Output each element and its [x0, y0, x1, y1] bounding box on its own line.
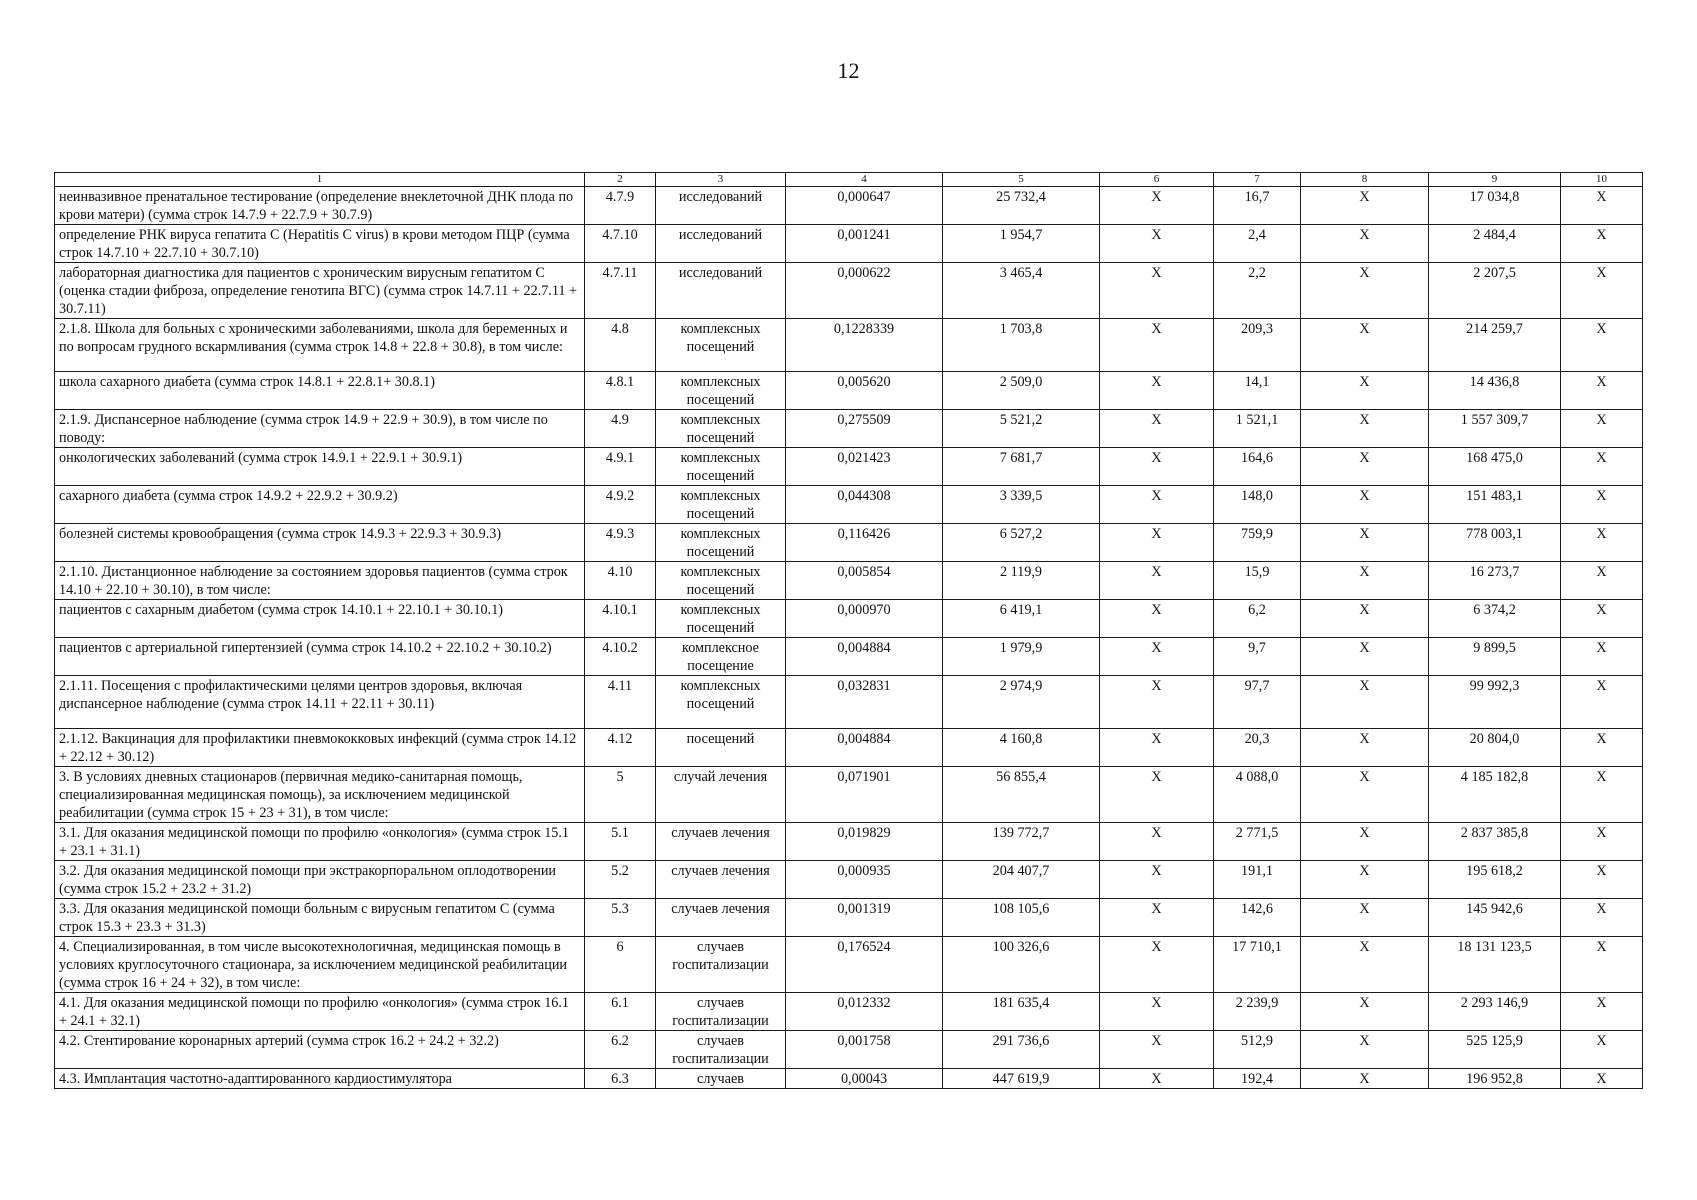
- row-col9-cell: 2 293 146,9: [1429, 993, 1561, 1031]
- row-code-cell: 5.2: [585, 861, 656, 899]
- row-col8-cell: Х: [1301, 823, 1429, 861]
- row-unit-cell: комплексных посещений: [656, 600, 786, 638]
- row-cost-cell: 2 509,0: [943, 372, 1100, 410]
- row-cost-cell: 4 160,8: [943, 729, 1100, 767]
- row-code-cell: 5.3: [585, 899, 656, 937]
- column-number: 6: [1100, 173, 1214, 187]
- row-col6-cell: Х: [1100, 524, 1214, 562]
- row-name-cell: 4.1. Для оказания медицинской помощи по профилю «онкология» (сумма строк 16.1 + 24.1 + 32.1): [55, 993, 585, 1031]
- row-col8-cell: Х: [1301, 600, 1429, 638]
- row-unit-cell: исследований: [656, 187, 786, 225]
- row-cost-cell: 447 619,9: [943, 1069, 1100, 1089]
- row-code-cell: 6.3: [585, 1069, 656, 1089]
- row-col7-cell: 4 088,0: [1214, 767, 1301, 823]
- row-norm-cell: 0,012332: [786, 993, 943, 1031]
- row-unit-cell: комплексных посещений: [656, 524, 786, 562]
- row-unit-cell: случаев лечения: [656, 861, 786, 899]
- row-col10-cell: Х: [1561, 638, 1643, 676]
- row-col7-cell: 14,1: [1214, 372, 1301, 410]
- row-unit-cell: комплексных посещений: [656, 676, 786, 729]
- row-col7-cell: 1 521,1: [1214, 410, 1301, 448]
- row-col9-cell: 18 131 123,5: [1429, 937, 1561, 993]
- row-cost-cell: 2 119,9: [943, 562, 1100, 600]
- row-col8-cell: Х: [1301, 524, 1429, 562]
- row-col6-cell: Х: [1100, 187, 1214, 225]
- row-cost-cell: 181 635,4: [943, 993, 1100, 1031]
- row-cost-cell: 3 465,4: [943, 263, 1100, 319]
- row-col9-cell: 6 374,2: [1429, 600, 1561, 638]
- column-number: 5: [943, 173, 1100, 187]
- row-col10-cell: Х: [1561, 225, 1643, 263]
- row-name-cell: школа сахарного диабета (сумма строк 14.8.1 + 22.8.1+ 30.8.1): [55, 372, 585, 410]
- row-col10-cell: Х: [1561, 410, 1643, 448]
- row-col8-cell: Х: [1301, 993, 1429, 1031]
- row-norm-cell: 0,019829: [786, 823, 943, 861]
- row-col8-cell: Х: [1301, 676, 1429, 729]
- row-col10-cell: Х: [1561, 823, 1643, 861]
- row-col10-cell: Х: [1561, 993, 1643, 1031]
- column-number: 10: [1561, 173, 1643, 187]
- table-row: [55, 937, 1643, 993]
- row-col10-cell: Х: [1561, 263, 1643, 319]
- row-code-cell: 4.9: [585, 410, 656, 448]
- row-col8-cell: Х: [1301, 1069, 1429, 1089]
- row-col6-cell: Х: [1100, 638, 1214, 676]
- row-norm-cell: 0,001319: [786, 899, 943, 937]
- row-col7-cell: 2,2: [1214, 263, 1301, 319]
- row-col7-cell: 97,7: [1214, 676, 1301, 729]
- table-row: [55, 676, 1643, 729]
- table-body: [55, 187, 1643, 1089]
- row-col7-cell: 2,4: [1214, 225, 1301, 263]
- row-code-cell: 4.7.10: [585, 225, 656, 263]
- row-unit-cell: случаев лечения: [656, 899, 786, 937]
- row-col7-cell: 759,9: [1214, 524, 1301, 562]
- row-col7-cell: 209,3: [1214, 319, 1301, 372]
- row-unit-cell: исследований: [656, 225, 786, 263]
- row-col9-cell: 2 484,4: [1429, 225, 1561, 263]
- row-col6-cell: Х: [1100, 823, 1214, 861]
- row-name-cell: онкологических заболеваний (сумма строк 14.9.1 + 22.9.1 + 30.9.1): [55, 448, 585, 486]
- row-cost-cell: 108 105,6: [943, 899, 1100, 937]
- row-col10-cell: Х: [1561, 729, 1643, 767]
- row-col9-cell: 525 125,9: [1429, 1031, 1561, 1069]
- row-code-cell: 6.1: [585, 993, 656, 1031]
- row-col6-cell: Х: [1100, 993, 1214, 1031]
- row-cost-cell: 3 339,5: [943, 486, 1100, 524]
- row-col9-cell: 2 207,5: [1429, 263, 1561, 319]
- row-name-cell: 2.1.8. Школа для больных с хроническими заболеваниями, школа для беременных и по вопросам грудного вскармливания (сумма строк 14.8 + 22.8 + 30.8), в том числе:: [55, 319, 585, 372]
- row-col8-cell: Х: [1301, 767, 1429, 823]
- row-col9-cell: 195 618,2: [1429, 861, 1561, 899]
- row-code-cell: 4.7.11: [585, 263, 656, 319]
- row-col8-cell: Х: [1301, 1031, 1429, 1069]
- row-col6-cell: Х: [1100, 562, 1214, 600]
- row-col7-cell: 148,0: [1214, 486, 1301, 524]
- row-code-cell: 6: [585, 937, 656, 993]
- row-col8-cell: Х: [1301, 225, 1429, 263]
- row-code-cell: 5: [585, 767, 656, 823]
- row-col10-cell: Х: [1561, 448, 1643, 486]
- row-code-cell: 4.12: [585, 729, 656, 767]
- row-col10-cell: Х: [1561, 524, 1643, 562]
- page-number: 12: [837, 58, 860, 83]
- row-col7-cell: 512,9: [1214, 1031, 1301, 1069]
- row-col10-cell: Х: [1561, 486, 1643, 524]
- row-name-cell: 3.3. Для оказания медицинской помощи больным с вирусным гепатитом C (сумма строк 15.3 + 23.3 + 31.3): [55, 899, 585, 937]
- row-norm-cell: 0,004884: [786, 729, 943, 767]
- row-col8-cell: Х: [1301, 937, 1429, 993]
- row-unit-cell: комплексных посещений: [656, 319, 786, 372]
- row-norm-cell: 0,001758: [786, 1031, 943, 1069]
- row-cost-cell: 139 772,7: [943, 823, 1100, 861]
- row-col9-cell: 778 003,1: [1429, 524, 1561, 562]
- row-col6-cell: Х: [1100, 861, 1214, 899]
- row-unit-cell: посещений: [656, 729, 786, 767]
- row-col7-cell: 191,1: [1214, 861, 1301, 899]
- row-norm-cell: 0,005620: [786, 372, 943, 410]
- row-cost-cell: 6 419,1: [943, 600, 1100, 638]
- row-norm-cell: 0,000647: [786, 187, 943, 225]
- row-norm-cell: 0,001241: [786, 225, 943, 263]
- column-number: 7: [1214, 173, 1301, 187]
- row-name-cell: пациентов с артериальной гипертензией (сумма строк 14.10.2 + 22.10.2 + 30.10.2): [55, 638, 585, 676]
- row-code-cell: 4.10.2: [585, 638, 656, 676]
- row-col10-cell: Х: [1561, 861, 1643, 899]
- row-col7-cell: 164,6: [1214, 448, 1301, 486]
- row-name-cell: 3.1. Для оказания медицинской помощи по профилю «онкология» (сумма строк 15.1 + 23.1 + 31.1): [55, 823, 585, 861]
- row-unit-cell: комплексное посещение: [656, 638, 786, 676]
- row-name-cell: 4. Специализированная, в том числе высокотехнологичная, медицинская помощь в условиях круглосуточного стационара, за исключением медицинской реабилитации (сумма строк 16 + 24 + 32), в том числе:: [55, 937, 585, 993]
- row-cost-cell: 291 736,6: [943, 1031, 1100, 1069]
- row-col10-cell: Х: [1561, 1031, 1643, 1069]
- row-col10-cell: Х: [1561, 372, 1643, 410]
- row-name-cell: болезней системы кровообращения (сумма строк 14.9.3 + 22.9.3 + 30.9.3): [55, 524, 585, 562]
- table-row: [55, 486, 1643, 524]
- table-row: [55, 448, 1643, 486]
- row-col9-cell: 151 483,1: [1429, 486, 1561, 524]
- row-name-cell: неинвазивное пренатальное тестирование (определение внеклеточной ДНК плода по крови матери) (сумма строк 14.7.9 + 22.7.9 + 30.7.9): [55, 187, 585, 225]
- row-col9-cell: 2 837 385,8: [1429, 823, 1561, 861]
- row-cost-cell: 100 326,6: [943, 937, 1100, 993]
- table-row: [55, 187, 1643, 225]
- row-col6-cell: Х: [1100, 263, 1214, 319]
- row-name-cell: 4.3. Имплантация частотно-адаптированного кардиостимулятора: [55, 1069, 585, 1089]
- row-name-cell: 2.1.12. Вакцинация для профилактики пневмококковых инфекций (сумма строк 14.12 + 22.12 + 30.12): [55, 729, 585, 767]
- row-col9-cell: 17 034,8: [1429, 187, 1561, 225]
- data-table-container: [54, 172, 1642, 1089]
- row-col10-cell: Х: [1561, 767, 1643, 823]
- row-name-cell: пациентов с сахарным диабетом (сумма строк 14.10.1 + 22.10.1 + 30.10.1): [55, 600, 585, 638]
- row-norm-cell: 0,021423: [786, 448, 943, 486]
- row-col6-cell: Х: [1100, 448, 1214, 486]
- table-row: [55, 823, 1643, 861]
- row-norm-cell: 0,044308: [786, 486, 943, 524]
- column-number: 3: [656, 173, 786, 187]
- row-norm-cell: 0,032831: [786, 676, 943, 729]
- row-col9-cell: 99 992,3: [1429, 676, 1561, 729]
- row-col7-cell: 2 771,5: [1214, 823, 1301, 861]
- row-col8-cell: Х: [1301, 861, 1429, 899]
- table-row: [55, 319, 1643, 372]
- row-unit-cell: случаев госпитализации: [656, 937, 786, 993]
- row-col10-cell: Х: [1561, 562, 1643, 600]
- row-col8-cell: Х: [1301, 263, 1429, 319]
- row-name-cell: лабораторная диагностика для пациентов с хроническим вирусным гепатитом C (оценка стадии фиброза, определение генотипа ВГС) (сумма строк 14.7.11 + 22.7.11 + 30.7.11): [55, 263, 585, 319]
- row-col6-cell: Х: [1100, 899, 1214, 937]
- row-col6-cell: Х: [1100, 1069, 1214, 1089]
- row-col7-cell: 6,2: [1214, 600, 1301, 638]
- row-col6-cell: Х: [1100, 372, 1214, 410]
- row-col8-cell: Х: [1301, 729, 1429, 767]
- row-col9-cell: 196 952,8: [1429, 1069, 1561, 1089]
- table-row: [55, 225, 1643, 263]
- row-name-cell: 2.1.11. Посещения с профилактическими целями центров здоровья, включая диспансерное наблюдение (сумма строк 14.11 + 22.11 + 30.11): [55, 676, 585, 729]
- row-unit-cell: случаев госпитализации: [656, 1031, 786, 1069]
- table-row: [55, 372, 1643, 410]
- column-number-row: [55, 173, 1643, 187]
- row-col10-cell: Х: [1561, 600, 1643, 638]
- row-cost-cell: 6 527,2: [943, 524, 1100, 562]
- row-col8-cell: Х: [1301, 638, 1429, 676]
- row-col8-cell: Х: [1301, 372, 1429, 410]
- row-unit-cell: исследований: [656, 263, 786, 319]
- row-col6-cell: Х: [1100, 729, 1214, 767]
- column-number: 9: [1429, 173, 1561, 187]
- row-unit-cell: случаев госпитализации: [656, 993, 786, 1031]
- row-unit-cell: комплексных посещений: [656, 448, 786, 486]
- row-col8-cell: Х: [1301, 187, 1429, 225]
- row-col6-cell: Х: [1100, 410, 1214, 448]
- row-col6-cell: Х: [1100, 937, 1214, 993]
- row-code-cell: 4.8: [585, 319, 656, 372]
- row-cost-cell: 1 703,8: [943, 319, 1100, 372]
- row-code-cell: 4.9.3: [585, 524, 656, 562]
- row-unit-cell: случаев лечения: [656, 823, 786, 861]
- table-row: [55, 1069, 1643, 1089]
- row-name-cell: 3.2. Для оказания медицинской помощи при экстракорпоральном оплодотворении (сумма строк 15.2 + 23.2 + 31.2): [55, 861, 585, 899]
- row-code-cell: 4.8.1: [585, 372, 656, 410]
- row-name-cell: 2.1.9. Диспансерное наблюдение (сумма строк 14.9 + 22.9 + 30.9), в том числе по поводу:: [55, 410, 585, 448]
- row-unit-cell: комплексных посещений: [656, 372, 786, 410]
- row-col6-cell: Х: [1100, 600, 1214, 638]
- row-col9-cell: 16 273,7: [1429, 562, 1561, 600]
- row-col7-cell: 142,6: [1214, 899, 1301, 937]
- row-cost-cell: 56 855,4: [943, 767, 1100, 823]
- row-norm-cell: 0,000622: [786, 263, 943, 319]
- row-col10-cell: Х: [1561, 319, 1643, 372]
- row-code-cell: 4.10.1: [585, 600, 656, 638]
- row-unit-cell: комплексных посещений: [656, 562, 786, 600]
- row-cost-cell: 7 681,7: [943, 448, 1100, 486]
- table-row: [55, 767, 1643, 823]
- row-col10-cell: Х: [1561, 899, 1643, 937]
- data-table: [54, 172, 1643, 1089]
- row-col7-cell: 192,4: [1214, 1069, 1301, 1089]
- row-col9-cell: 214 259,7: [1429, 319, 1561, 372]
- row-code-cell: 4.11: [585, 676, 656, 729]
- row-name-cell: определение РНК вируса гепатита C (Hepatitis C virus) в крови методом ПЦР (сумма строк 14.7.10 + 22.7.10 + 30.7.10): [55, 225, 585, 263]
- row-col6-cell: Х: [1100, 486, 1214, 524]
- row-col8-cell: Х: [1301, 410, 1429, 448]
- row-norm-cell: 0,176524: [786, 937, 943, 993]
- row-norm-cell: 0,071901: [786, 767, 943, 823]
- row-norm-cell: 0,005854: [786, 562, 943, 600]
- row-code-cell: 6.2: [585, 1031, 656, 1069]
- row-norm-cell: 0,00043: [786, 1069, 943, 1089]
- row-col9-cell: 168 475,0: [1429, 448, 1561, 486]
- row-code-cell: 4.9.1: [585, 448, 656, 486]
- row-col9-cell: 4 185 182,8: [1429, 767, 1561, 823]
- row-col7-cell: 15,9: [1214, 562, 1301, 600]
- row-col10-cell: Х: [1561, 1069, 1643, 1089]
- row-col9-cell: 145 942,6: [1429, 899, 1561, 937]
- table-row: [55, 899, 1643, 937]
- table-row: [55, 993, 1643, 1031]
- row-col9-cell: 1 557 309,7: [1429, 410, 1561, 448]
- row-norm-cell: 0,000970: [786, 600, 943, 638]
- row-col8-cell: Х: [1301, 448, 1429, 486]
- row-unit-cell: случаев: [656, 1069, 786, 1089]
- table-row: [55, 1031, 1643, 1069]
- row-unit-cell: комплексных посещений: [656, 486, 786, 524]
- row-col8-cell: Х: [1301, 319, 1429, 372]
- row-col10-cell: Х: [1561, 187, 1643, 225]
- row-cost-cell: 5 521,2: [943, 410, 1100, 448]
- row-col7-cell: 9,7: [1214, 638, 1301, 676]
- row-col6-cell: Х: [1100, 225, 1214, 263]
- row-col6-cell: Х: [1100, 319, 1214, 372]
- row-unit-cell: случай лечения: [656, 767, 786, 823]
- row-col10-cell: Х: [1561, 937, 1643, 993]
- row-norm-cell: 0,004884: [786, 638, 943, 676]
- row-code-cell: 4.7.9: [585, 187, 656, 225]
- row-cost-cell: 1 954,7: [943, 225, 1100, 263]
- row-norm-cell: 0,1228339: [786, 319, 943, 372]
- column-number: 1: [55, 173, 585, 187]
- row-norm-cell: 0,000935: [786, 861, 943, 899]
- table-row: [55, 410, 1643, 448]
- row-name-cell: сахарного диабета (сумма строк 14.9.2 + 22.9.2 + 30.9.2): [55, 486, 585, 524]
- row-name-cell: 3. В условиях дневных стационаров (первичная медико-санитарная помощь, специализированная медицинская помощь), за исключением медицинской реабилитации (сумма строк 15 + 23 + 31), в том числе:: [55, 767, 585, 823]
- row-col6-cell: Х: [1100, 1031, 1214, 1069]
- row-norm-cell: 0,275509: [786, 410, 943, 448]
- row-code-cell: 4.9.2: [585, 486, 656, 524]
- row-col7-cell: 17 710,1: [1214, 937, 1301, 993]
- row-cost-cell: 2 974,9: [943, 676, 1100, 729]
- table-row: [55, 729, 1643, 767]
- row-code-cell: 4.10: [585, 562, 656, 600]
- table-row: [55, 861, 1643, 899]
- row-cost-cell: 1 979,9: [943, 638, 1100, 676]
- row-col8-cell: Х: [1301, 899, 1429, 937]
- row-col9-cell: 20 804,0: [1429, 729, 1561, 767]
- row-col7-cell: 2 239,9: [1214, 993, 1301, 1031]
- row-unit-cell: комплексных посещений: [656, 410, 786, 448]
- row-col9-cell: 14 436,8: [1429, 372, 1561, 410]
- row-code-cell: 5.1: [585, 823, 656, 861]
- table-row: [55, 524, 1643, 562]
- row-cost-cell: 25 732,4: [943, 187, 1100, 225]
- row-col6-cell: Х: [1100, 767, 1214, 823]
- row-norm-cell: 0,116426: [786, 524, 943, 562]
- table-row: [55, 600, 1643, 638]
- row-name-cell: 2.1.10. Дистанционное наблюдение за состоянием здоровья пациентов (сумма строк 14.10 + 22.10 + 30.10), в том числе:: [55, 562, 585, 600]
- column-number: 4: [786, 173, 943, 187]
- column-number: 8: [1301, 173, 1429, 187]
- table-row: [55, 562, 1643, 600]
- row-cost-cell: 204 407,7: [943, 861, 1100, 899]
- row-col6-cell: Х: [1100, 676, 1214, 729]
- table-row: [55, 263, 1643, 319]
- row-name-cell: 4.2. Стентирование коронарных артерий (сумма строк 16.2 + 24.2 + 32.2): [55, 1031, 585, 1069]
- row-col8-cell: Х: [1301, 486, 1429, 524]
- row-col10-cell: Х: [1561, 676, 1643, 729]
- table-row: [55, 638, 1643, 676]
- row-col7-cell: 20,3: [1214, 729, 1301, 767]
- row-col8-cell: Х: [1301, 562, 1429, 600]
- row-col9-cell: 9 899,5: [1429, 638, 1561, 676]
- row-col7-cell: 16,7: [1214, 187, 1301, 225]
- column-number: 2: [585, 173, 656, 187]
